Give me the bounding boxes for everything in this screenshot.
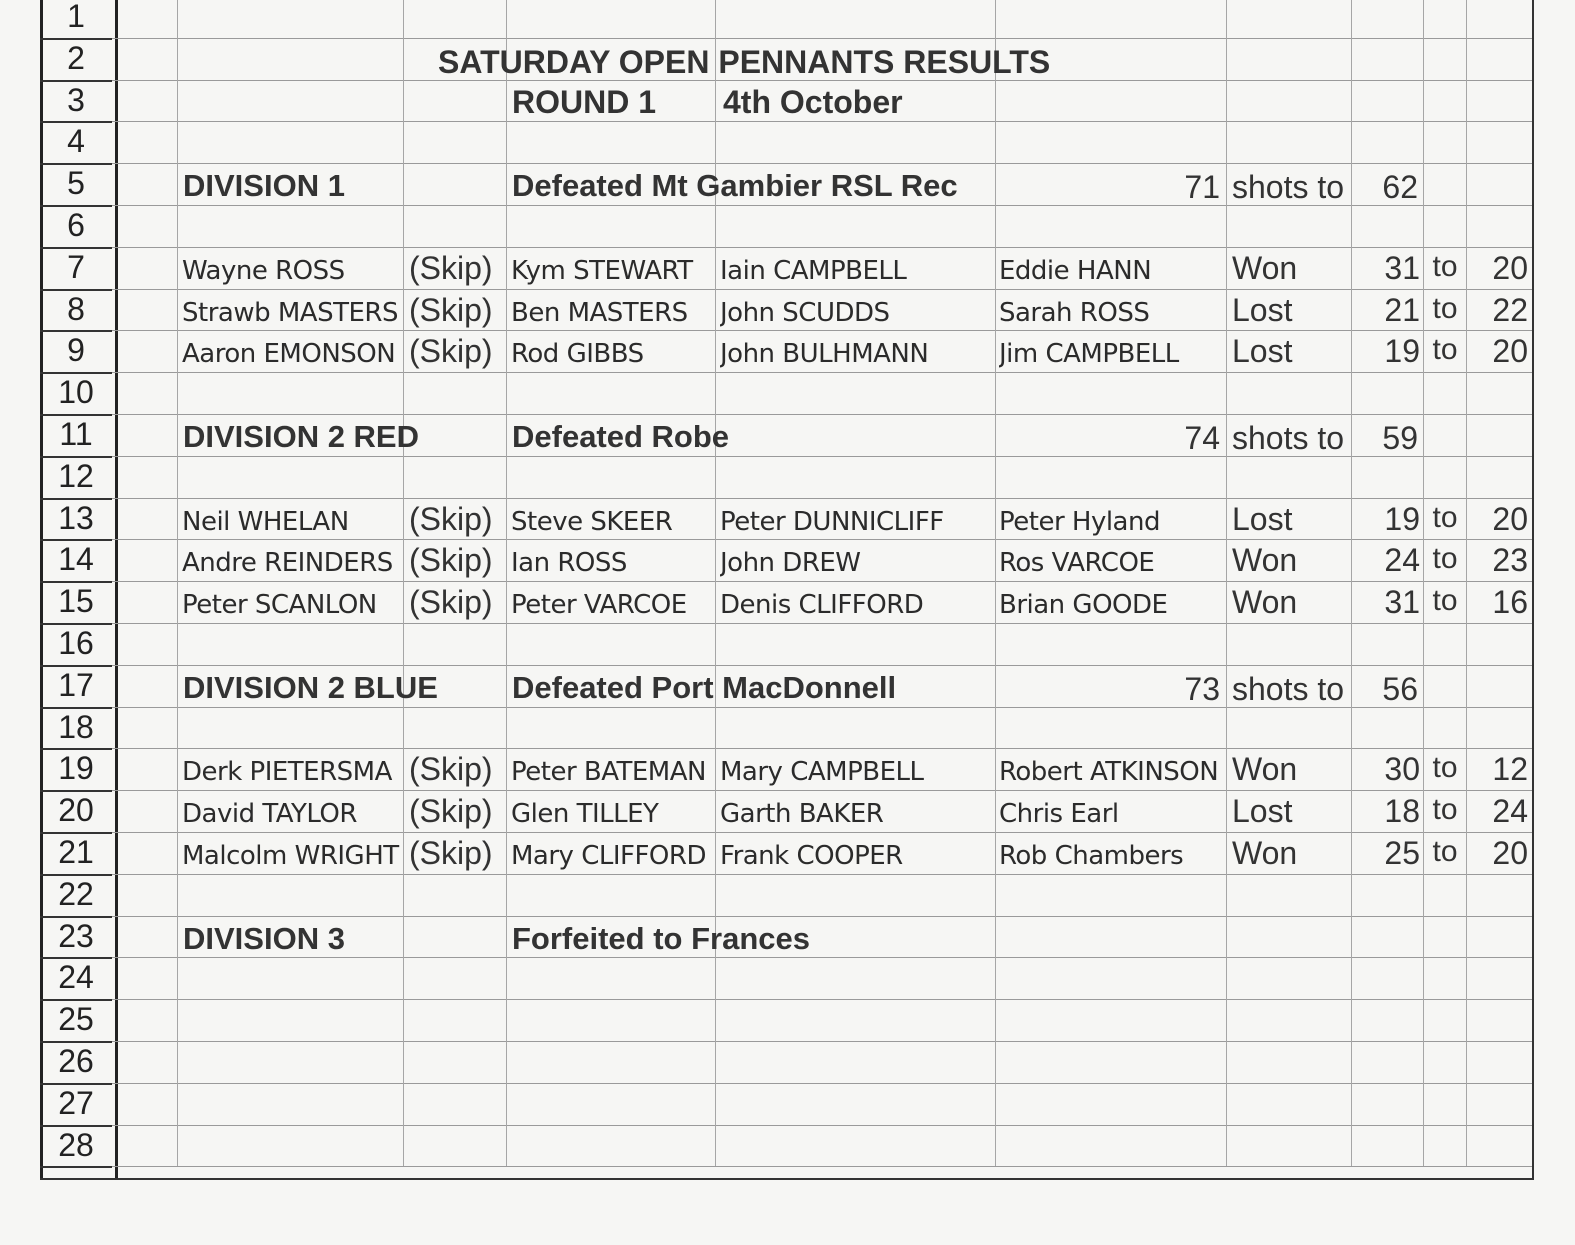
rink-third: Ian ROSS <box>511 548 627 579</box>
division-name: DIVISION 1 <box>183 168 345 204</box>
row-gridline <box>112 874 1532 875</box>
shots-label: shots to <box>1232 420 1345 456</box>
skip-tag: (Skip) <box>409 249 493 286</box>
rink-third: Ben MASTERS <box>511 297 688 328</box>
column-gridline <box>1423 0 1424 1166</box>
spreadsheet <box>40 0 1534 1180</box>
score-for: 31 <box>1384 584 1420 621</box>
score-against: 20 <box>1492 500 1528 537</box>
score-against: 24 <box>1492 793 1528 830</box>
row-gridline <box>112 498 1532 499</box>
division-outcome: Defeated Mt Gambier RSL Rec <box>512 168 958 204</box>
rink-lead: Ros VARCOE <box>999 548 1155 579</box>
rink-lead: Robert ATKINSON <box>999 757 1219 788</box>
score-for: 19 <box>1384 333 1420 370</box>
score-against: 16 <box>1492 584 1528 621</box>
rink-skip: Peter SCANLON <box>182 590 377 621</box>
skip-tag: (Skip) <box>409 584 493 621</box>
row-number: 6 <box>67 207 85 243</box>
row-number: 1 <box>67 0 85 34</box>
row-number: 7 <box>67 248 85 285</box>
score-to: to <box>1432 500 1458 534</box>
division-name: DIVISION 2 RED <box>183 419 419 454</box>
score-to: to <box>1432 333 1458 367</box>
rink-lead: Jim CAMPBELL <box>999 339 1179 370</box>
row-gridline <box>112 121 1532 122</box>
row-number: 21 <box>58 834 94 870</box>
row-gridline <box>112 539 1532 540</box>
row-number: 27 <box>58 1084 94 1121</box>
shots-for: 71 <box>1184 169 1220 206</box>
shots-against: 56 <box>1382 670 1418 707</box>
row-number: 14 <box>58 541 94 578</box>
score-for: 18 <box>1384 793 1420 830</box>
row-gridline <box>112 414 1532 415</box>
row-number: 12 <box>58 457 94 494</box>
column-gridline <box>506 0 507 1166</box>
row-number: 23 <box>58 917 94 954</box>
row-gridline <box>112 916 1532 917</box>
column-gridline <box>995 0 996 1166</box>
row-number: 22 <box>58 875 94 912</box>
rink-skip: Derk PIETERSMA <box>182 757 392 788</box>
score-against: 22 <box>1492 291 1528 328</box>
skip-tag: (Skip) <box>409 291 493 328</box>
rink-skip: Neil WHELAN <box>182 506 349 537</box>
rink-result: Lost <box>1232 793 1293 830</box>
rink-lead: Rob Chambers <box>999 841 1184 871</box>
row-number: 26 <box>58 1043 94 1079</box>
row-gridline <box>112 1041 1532 1042</box>
score-for: 19 <box>1384 500 1420 537</box>
score-for: 30 <box>1384 751 1420 788</box>
score-against: 20 <box>1492 333 1528 370</box>
rink-third: Rod GIBBS <box>511 339 644 370</box>
row-gridline <box>112 748 1532 749</box>
row-gridline <box>112 999 1532 1000</box>
rink-result: Lost <box>1232 333 1293 370</box>
score-for: 25 <box>1384 835 1420 871</box>
row-gridline <box>112 832 1532 833</box>
row-gridline <box>112 38 1532 39</box>
row-number: 13 <box>58 499 94 536</box>
rink-skip: Malcolm WRIGHT <box>182 841 399 871</box>
row-gridline <box>112 1083 1532 1084</box>
rink-lead: Sarah ROSS <box>999 297 1150 328</box>
score-for: 24 <box>1384 542 1420 579</box>
score-to: to <box>1432 584 1458 618</box>
column-gridline <box>177 0 178 1166</box>
rink-lead: Brian GOODE <box>999 590 1168 621</box>
rink-second: Iain CAMPBELL <box>720 255 907 286</box>
skip-tag: (Skip) <box>409 500 493 537</box>
rink-result: Won <box>1232 542 1298 579</box>
division-outcome: Defeated Port MacDonnell <box>512 669 897 705</box>
rink-second: Garth BAKER <box>720 799 884 830</box>
rink-third: Mary CLIFFORD <box>511 841 706 871</box>
row-number: 3 <box>67 81 85 118</box>
rink-second: Denis CLIFFORD <box>720 590 924 621</box>
division-outcome: Defeated Robe <box>512 419 730 454</box>
score-against: 20 <box>1492 249 1528 286</box>
row-gridline <box>112 289 1532 290</box>
division-name: DIVISION 2 BLUE <box>183 669 438 705</box>
rink-third: Kym STEWART <box>511 255 693 286</box>
row-number: 8 <box>67 290 85 327</box>
row-number: 9 <box>67 332 85 369</box>
score-to: to <box>1432 793 1458 827</box>
column-gridline <box>1226 0 1227 1166</box>
rink-lead: Eddie HANN <box>999 255 1152 286</box>
sheet-title: SATURDAY OPEN PENNANTS RESULTS <box>438 43 1051 80</box>
rink-skip: Aaron EMONSON <box>182 339 396 370</box>
row-gridline <box>112 372 1532 373</box>
row-number: 4 <box>67 123 85 160</box>
shots-label: shots to <box>1232 169 1345 206</box>
row-number: 5 <box>67 165 85 202</box>
row-number: 24 <box>58 959 94 996</box>
rink-second: John SCUDDS <box>720 297 890 328</box>
row-number: 15 <box>58 583 94 620</box>
rink-second: Peter DUNNICLIFF <box>720 506 944 537</box>
row-number: 11 <box>59 416 93 452</box>
shots-label: shots to <box>1232 670 1345 707</box>
row-gridline <box>112 1125 1532 1126</box>
shots-for: 74 <box>1184 420 1220 456</box>
score-to: to <box>1432 291 1458 325</box>
row-gridline <box>112 581 1532 582</box>
shots-for: 73 <box>1184 670 1220 707</box>
score-for: 31 <box>1384 249 1420 286</box>
score-to: to <box>1432 542 1458 576</box>
row-number: 17 <box>58 666 94 703</box>
shots-against: 59 <box>1382 420 1418 456</box>
rink-second: John BULHMANN <box>720 339 929 370</box>
skip-tag: (Skip) <box>409 333 493 370</box>
score-against: 12 <box>1492 751 1528 788</box>
rink-result: Won <box>1232 584 1298 621</box>
row-gridline <box>112 665 1532 666</box>
row-number: 2 <box>67 39 85 76</box>
rink-third: Steve SKEER <box>511 506 673 537</box>
skip-tag: (Skip) <box>409 542 493 579</box>
row-gridline <box>112 957 1532 958</box>
row-number: 16 <box>58 625 94 661</box>
rink-result: Won <box>1232 249 1298 286</box>
rink-second: Frank COOPER <box>720 841 903 871</box>
rink-third: Peter BATEMAN <box>511 757 706 788</box>
row-number: 19 <box>58 750 94 787</box>
skip-tag: (Skip) <box>409 835 493 871</box>
row-number: 28 <box>58 1126 94 1163</box>
rink-result: Won <box>1232 835 1298 871</box>
row-gridline <box>112 247 1532 248</box>
rink-result: Lost <box>1232 291 1293 328</box>
score-against: 23 <box>1492 542 1528 579</box>
score-against: 20 <box>1492 835 1528 871</box>
score-to: to <box>1432 751 1458 785</box>
score-for: 21 <box>1384 291 1420 328</box>
row-gridline <box>112 1166 1532 1167</box>
row-number: 25 <box>58 1001 94 1038</box>
rink-skip: Strawb MASTERS <box>182 297 398 328</box>
rink-skip: David TAYLOR <box>182 799 357 830</box>
skip-tag: (Skip) <box>409 751 493 788</box>
rink-third: Glen TILLEY <box>511 799 659 830</box>
rink-result: Lost <box>1232 500 1293 537</box>
rink-skip: Andre REINDERS <box>182 548 393 579</box>
division-name: DIVISION 3 <box>183 920 345 956</box>
round-date: 4th October <box>723 83 903 120</box>
row-gridline <box>112 330 1532 331</box>
row-gridline <box>112 790 1532 791</box>
score-to: to <box>1432 249 1458 283</box>
rink-lead: Peter Hyland <box>999 506 1160 537</box>
rink-third: Peter VARCOE <box>511 590 687 621</box>
column-gridline <box>1466 0 1467 1166</box>
rink-result: Won <box>1232 751 1298 788</box>
rink-second: Mary CAMPBELL <box>720 757 924 788</box>
division-outcome: Forfeited to Frances <box>512 920 810 956</box>
row-number: 18 <box>58 708 94 745</box>
score-to: to <box>1432 835 1458 868</box>
skip-tag: (Skip) <box>409 793 493 830</box>
rink-second: John DREW <box>720 548 861 579</box>
rink-lead: Chris Earl <box>999 799 1119 830</box>
row-number: 20 <box>58 792 94 829</box>
shots-against: 62 <box>1382 169 1418 206</box>
round-label: ROUND 1 <box>512 83 657 120</box>
row-gridline <box>112 163 1532 164</box>
row-number: 10 <box>58 374 94 411</box>
rink-skip: Wayne ROSS <box>182 255 345 286</box>
row-gridline <box>112 623 1532 624</box>
